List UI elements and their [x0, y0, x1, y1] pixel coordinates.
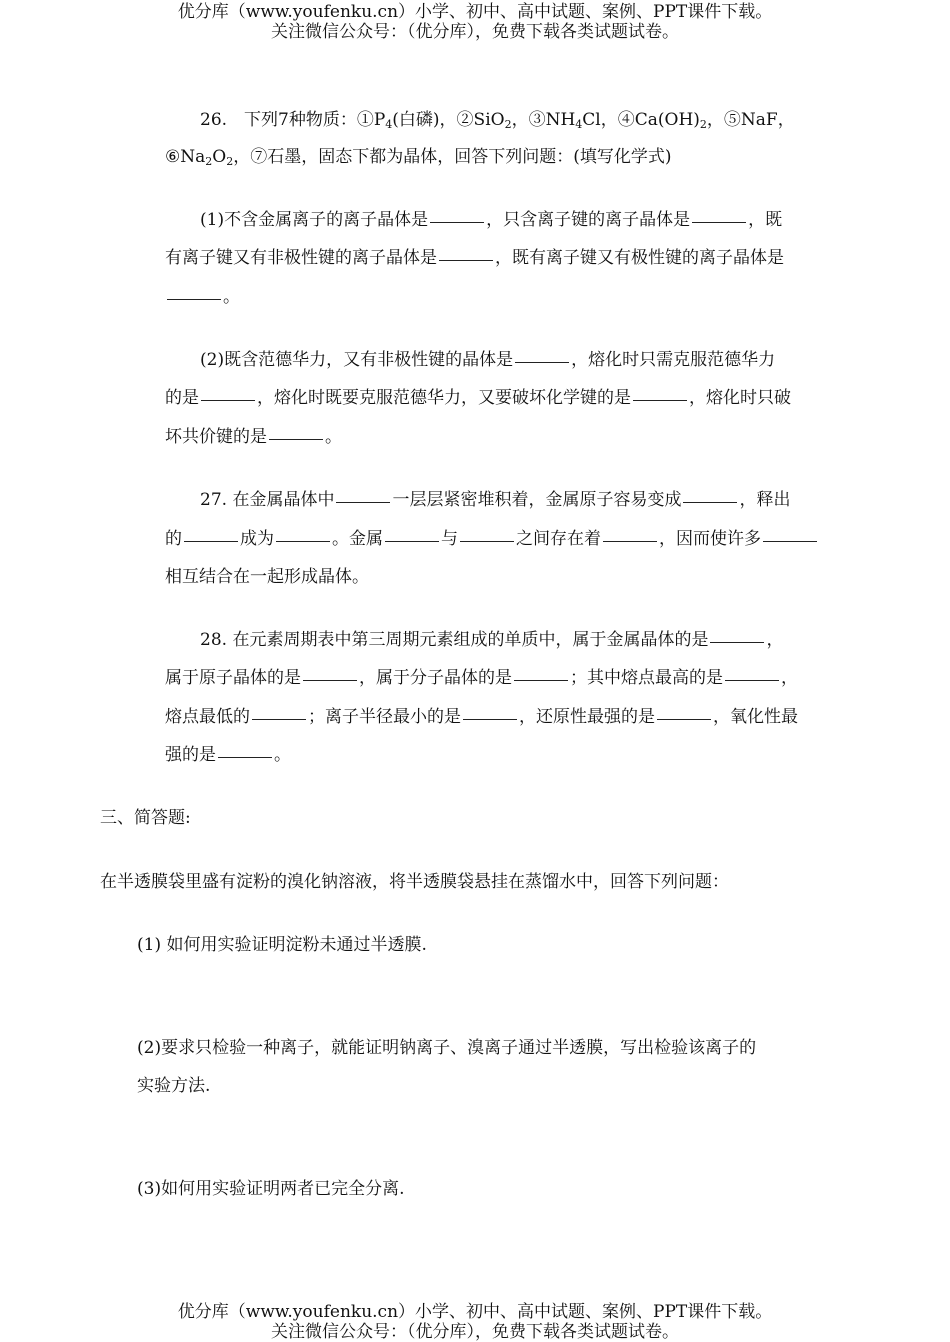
- answer-blank[interactable]: [167, 298, 221, 300]
- answer-blank[interactable]: [201, 399, 255, 401]
- answer-blank[interactable]: [460, 540, 514, 542]
- q26-part1-line-1: (1)不含金属离子的离子晶体是 ，只含离子键的离子晶体是 ，既: [200, 210, 783, 230]
- answer-blank[interactable]: [683, 501, 737, 503]
- section-3-heading: 三、简答题:: [100, 808, 191, 828]
- q26-part1-line-2: 有离子键又有非极性键的离子晶体是 ，既有离子键又有极性键的离子晶体是: [165, 248, 784, 268]
- q27-line-3: 相互结合在一起形成晶体。: [165, 567, 369, 587]
- q27-line-2: 的 成为 。金属 与 之间存在着 ，因而使许多: [165, 527, 819, 551]
- q27-line-1: 27. 在金属晶体中 一层层紧密堆积着，金属原子容易变成 ，释出: [200, 490, 791, 510]
- answer-blank[interactable]: [439, 259, 493, 261]
- section-3-part-3: (3)如何用实验证明两者已完全分离.: [137, 1179, 405, 1199]
- header-line-1: 优分库（www.youfenku.cn）小学、初中、高中试题、案例、PPT课件下载。: [177, 2, 773, 22]
- answer-blank[interactable]: [603, 540, 657, 542]
- answer-blank[interactable]: [276, 540, 330, 542]
- answer-blank[interactable]: [252, 718, 306, 720]
- section-3-intro: 在半透膜袋里盛有淀粉的溴化钠溶液，将半透膜袋悬挂在蒸馏水中，回答下列问题：: [100, 872, 729, 892]
- q26-part2-line-3: 坏共价键的是 。: [165, 427, 342, 447]
- answer-blank[interactable]: [269, 438, 323, 440]
- q28-line-3: 熔点最低的 ；离子半径最小的是 ，还原性最强的是 ，氧化性最: [165, 707, 798, 727]
- q26-part2-line-1: (2)既含范德华力，又有非极性键的晶体是 ，熔化时只需克服范德华力: [200, 350, 776, 370]
- footer-line-1: 优分库（www.youfenku.cn）小学、初中、高中试题、案例、PPT课件下载。: [177, 1302, 773, 1322]
- answer-blank[interactable]: [725, 679, 779, 681]
- answer-blank[interactable]: [514, 679, 568, 681]
- q28-line-4: 强的是 。: [165, 745, 291, 765]
- answer-blank[interactable]: [218, 756, 272, 758]
- footer-line-2: 关注微信公众号：（优分库），免费下载各类试题试卷。: [271, 1322, 679, 1342]
- answer-blank[interactable]: [336, 501, 390, 503]
- answer-blank[interactable]: [633, 399, 687, 401]
- answer-blank[interactable]: [515, 361, 569, 363]
- answer-blank[interactable]: [430, 221, 484, 223]
- q26-part2-line-2: 的是 ，熔化时既要克服范德华力，又要破坏化学键的是 ，熔化时只破: [165, 388, 791, 408]
- answer-blank[interactable]: [692, 221, 746, 223]
- header-line-2: 关注微信公众号：（优分库），免费下载各类试题试卷。: [271, 22, 679, 42]
- q26-part1-line-3: 。: [165, 285, 240, 309]
- section-3-part-2-line-2: 实验方法.: [137, 1076, 211, 1096]
- answer-blank[interactable]: [184, 540, 238, 542]
- q28-line-1: 28. 在元素周期表中第三周期元素组成的单质中，属于金属晶体的是 ，: [200, 630, 784, 650]
- answer-blank[interactable]: [385, 540, 439, 542]
- q28-line-2: 属于原子晶体的是 ，属于分子晶体的是 ；其中熔点最高的是 ，: [165, 668, 798, 688]
- section-3-part-2-line-1: (2)要求只检验一种离子，就能证明钠离子、溴离子通过半透膜，写出检验该离子的: [137, 1038, 757, 1058]
- answer-blank[interactable]: [710, 641, 764, 643]
- answer-blank[interactable]: [657, 718, 711, 720]
- section-3-part-1: (1) 如何用实验证明淀粉未通过半透膜.: [137, 935, 427, 955]
- answer-blank[interactable]: [763, 540, 817, 542]
- answer-blank[interactable]: [303, 679, 357, 681]
- q26-line-2: $⑥Na_2O_2$，⑦石墨，固态下都为晶体，回答下列问题：(填写化学式): [165, 147, 672, 168]
- answer-blank[interactable]: [463, 718, 517, 720]
- q26-line-1: 26. 下列7种物质：$①P_4$(白磷)，②SiO$_2$，$③NH_4Cl$，$④Ca(OH)_2$，⑤NaF，: [200, 110, 795, 131]
